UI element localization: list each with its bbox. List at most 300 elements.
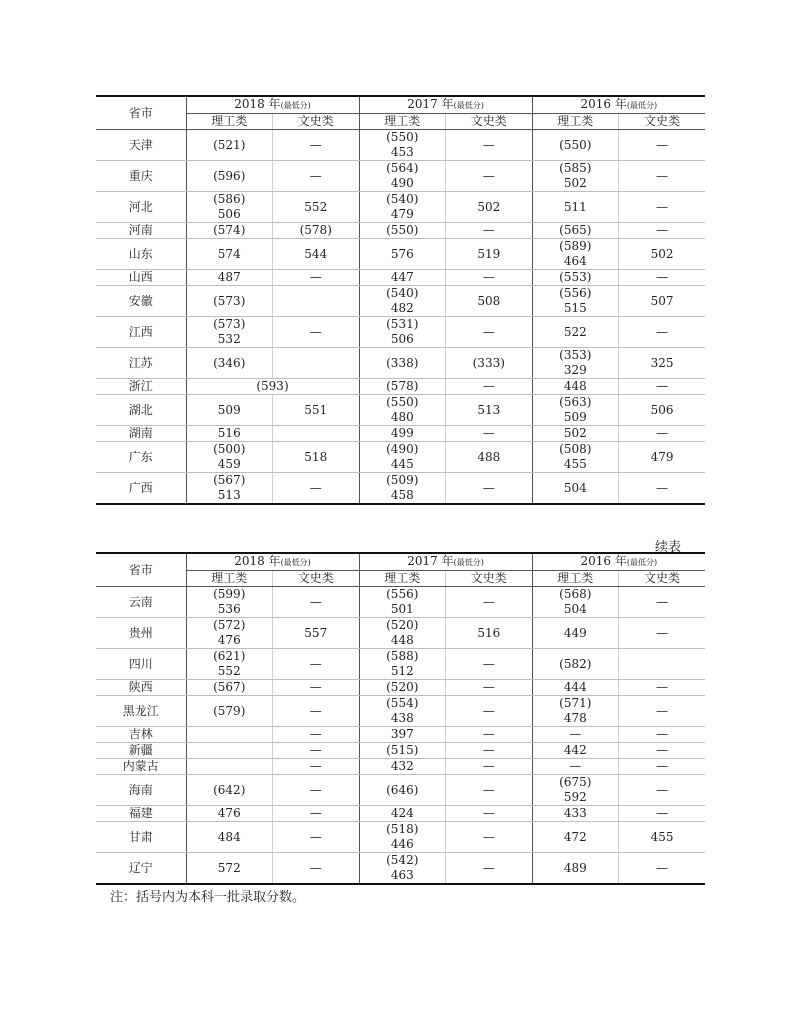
- score-value: 516: [477, 625, 501, 640]
- score-cell: [273, 853, 360, 885]
- score-value: (586): [213, 192, 246, 206]
- score-cell: [619, 442, 706, 473]
- province-cell: 甘肃: [96, 822, 186, 853]
- score-cell: [273, 775, 360, 806]
- score-value: —: [656, 806, 669, 820]
- score-value: 490: [390, 176, 414, 190]
- score-cell: [619, 853, 706, 885]
- score-cell: [532, 618, 619, 649]
- score-value: (621): [213, 649, 246, 663]
- arts-header: 文史类: [446, 114, 533, 130]
- score-value: 518: [304, 449, 328, 464]
- score-value: (567): [213, 473, 246, 487]
- score-cell: [532, 759, 619, 775]
- score-value: —: [309, 860, 322, 875]
- score-value: —: [656, 137, 669, 152]
- score-cell: [532, 348, 619, 379]
- score-cell: [359, 442, 446, 473]
- score-value: 504: [563, 480, 587, 495]
- score-cell: [532, 727, 619, 743]
- score-cell: [532, 696, 619, 727]
- score-value: 509: [217, 402, 241, 417]
- science-header: 理工类: [359, 114, 446, 130]
- score-value: 484: [217, 829, 241, 844]
- score-cell: [446, 395, 533, 426]
- score-value: —: [309, 743, 322, 757]
- province-cell: 湖北: [96, 395, 186, 426]
- score-value: (572): [213, 618, 246, 632]
- score-value: —: [656, 223, 669, 237]
- score-cell: [532, 130, 619, 161]
- score-value: (564): [386, 161, 419, 175]
- score-value: (338): [386, 355, 419, 370]
- score-cell: [273, 192, 360, 223]
- score-value: 522: [563, 324, 587, 339]
- score-cell: [446, 426, 533, 442]
- score-cell: [446, 587, 533, 618]
- score-cell: [186, 161, 273, 192]
- score-value: 511: [563, 199, 587, 214]
- score-cell: [446, 618, 533, 649]
- score-cell: [532, 822, 619, 853]
- score-cell: [532, 192, 619, 223]
- score-cell: [532, 426, 619, 442]
- score-cell: [532, 270, 619, 286]
- score-cell: [619, 348, 706, 379]
- score-value: —: [656, 860, 669, 875]
- score-value: —: [569, 727, 582, 741]
- score-value: —: [482, 829, 495, 844]
- score-cell: [532, 395, 619, 426]
- year-2017-header: 2017 年(最低分): [359, 96, 532, 114]
- score-cell: [186, 426, 273, 442]
- score-cell: [446, 239, 533, 270]
- table-row: [96, 348, 705, 379]
- score-value: —: [309, 656, 322, 671]
- score-value: 464: [563, 254, 587, 268]
- province-header: 省市: [96, 96, 186, 130]
- province-cell: 湖南: [96, 426, 186, 442]
- score-cell: [532, 442, 619, 473]
- province-cell: 重庆: [96, 161, 186, 192]
- score-cell: [359, 853, 446, 885]
- score-cell: [619, 223, 706, 239]
- table-row: [96, 442, 705, 473]
- arts-header: 文史类: [273, 114, 360, 130]
- score-value: 516: [217, 426, 241, 440]
- year-2018-header: 2018 年(最低分): [186, 96, 359, 114]
- score-value: 508: [477, 293, 501, 308]
- arts-header: 文史类: [273, 571, 360, 587]
- score-value: 442: [563, 743, 587, 757]
- score-value: 487: [217, 270, 241, 284]
- score-cell: [532, 743, 619, 759]
- score-value: (588): [386, 649, 419, 663]
- score-value: 446: [390, 837, 414, 851]
- score-value: —: [656, 680, 669, 694]
- score-value: (346): [213, 355, 246, 370]
- score-value: 576: [390, 246, 414, 261]
- score-value: (508): [559, 442, 592, 456]
- score-value: (520): [386, 618, 419, 632]
- score-cell: [359, 727, 446, 743]
- score-value: (573): [213, 293, 246, 308]
- score-value: 480: [390, 410, 414, 424]
- score-cell: [186, 473, 273, 505]
- table-row: [96, 822, 705, 853]
- score-cell: [273, 618, 360, 649]
- score-cell: [273, 743, 360, 759]
- score-value: 489: [563, 860, 587, 875]
- score-value: 501: [390, 602, 414, 616]
- footnote: 注：括号内为本科一批录取分数。: [110, 890, 306, 905]
- score-cell: [273, 239, 360, 270]
- science-header: 理工类: [532, 571, 619, 587]
- score-value: (333): [472, 355, 505, 370]
- score-cell: [446, 286, 533, 317]
- score-value: 536: [217, 602, 241, 616]
- score-cell: [446, 853, 533, 885]
- score-cell: [273, 317, 360, 348]
- score-value: —: [309, 806, 322, 820]
- score-value: 507: [650, 293, 674, 308]
- score-value: (596): [213, 168, 246, 183]
- score-value: —: [309, 703, 322, 718]
- score-cell: [446, 743, 533, 759]
- province-cell: 内蒙古: [96, 759, 186, 775]
- score-cell: [619, 379, 706, 395]
- score-cell: [273, 759, 360, 775]
- table-row: [96, 130, 705, 161]
- table-body-part2: [96, 587, 705, 885]
- score-value: —: [482, 379, 495, 393]
- score-cell: [532, 161, 619, 192]
- score-value: —: [656, 324, 669, 339]
- score-value: 513: [217, 488, 241, 502]
- continued-label: 续表: [655, 540, 682, 555]
- score-cell: [619, 161, 706, 192]
- score-value: (599): [213, 587, 246, 601]
- score-cell: [273, 727, 360, 743]
- table-row: [96, 270, 705, 286]
- score-value: 424: [390, 806, 414, 820]
- score-value: (518): [386, 822, 419, 836]
- score-value: (542): [386, 853, 419, 867]
- score-value: (550): [559, 137, 592, 152]
- table-row: [96, 223, 705, 239]
- score-value: (573): [213, 317, 246, 331]
- score-cell: [619, 696, 706, 727]
- score-value: 499: [390, 426, 414, 440]
- table-row: [96, 286, 705, 317]
- score-value: 472: [563, 829, 587, 844]
- score-cell: [359, 395, 446, 426]
- score-cell: [446, 379, 533, 395]
- table-row: [96, 426, 705, 442]
- arts-header: 文史类: [446, 571, 533, 587]
- score-cell: [186, 130, 273, 161]
- score-value: 532: [217, 332, 241, 346]
- score-cell: [359, 759, 446, 775]
- score-table-part2: [96, 552, 705, 885]
- score-value: —: [482, 223, 495, 237]
- score-value: (567): [213, 680, 246, 694]
- score-value: —: [309, 782, 322, 797]
- table-row: [96, 649, 705, 680]
- score-cell: [619, 727, 706, 743]
- table-row: [96, 192, 705, 223]
- score-cell: [359, 649, 446, 680]
- score-value: —: [482, 680, 495, 694]
- score-cell: [273, 270, 360, 286]
- table-row: [96, 239, 705, 270]
- score-cell: [532, 775, 619, 806]
- province-cell: 云南: [96, 587, 186, 618]
- score-value: (540): [386, 192, 419, 206]
- score-cell: [186, 270, 273, 286]
- score-value: 432: [390, 759, 414, 773]
- score-value: —: [309, 324, 322, 339]
- table-row: [96, 696, 705, 727]
- score-value: (500): [213, 442, 246, 456]
- score-value: —: [309, 759, 322, 773]
- score-value: —: [482, 806, 495, 820]
- score-cell: [186, 239, 273, 270]
- score-cell: [619, 759, 706, 775]
- score-value: —: [482, 480, 495, 495]
- score-value: 444: [563, 680, 587, 694]
- score-cell: [273, 348, 360, 379]
- score-value: —: [656, 703, 669, 718]
- score-cell: [186, 348, 273, 379]
- score-cell: [359, 317, 446, 348]
- province-cell: 山西: [96, 270, 186, 286]
- province-cell: 海南: [96, 775, 186, 806]
- score-cell: [273, 426, 360, 442]
- score-value: —: [656, 759, 669, 773]
- province-cell: 陕西: [96, 680, 186, 696]
- score-cell: [619, 775, 706, 806]
- score-value: 551: [304, 402, 328, 417]
- score-cell: [186, 680, 273, 696]
- score-value: 506: [650, 402, 674, 417]
- year-2018-header: 2018 年(最低分): [186, 553, 359, 571]
- score-value: (556): [386, 587, 419, 601]
- score-value: 476: [217, 633, 241, 647]
- score-value: 502: [650, 246, 674, 261]
- score-cell: [446, 317, 533, 348]
- table-row: [96, 806, 705, 822]
- score-cell: [359, 348, 446, 379]
- score-cell: [273, 442, 360, 473]
- score-value: —: [309, 270, 322, 284]
- score-value: (578): [299, 223, 332, 237]
- score-value: 438: [390, 711, 414, 725]
- score-cell: [186, 317, 273, 348]
- score-cell: [619, 618, 706, 649]
- score-value: 479: [390, 207, 414, 221]
- score-cell: [446, 775, 533, 806]
- score-cell: [359, 822, 446, 853]
- score-cell: [619, 270, 706, 286]
- score-value: 504: [563, 602, 587, 616]
- score-value: —: [309, 168, 322, 183]
- score-value: (646): [386, 782, 419, 797]
- score-cell: [186, 587, 273, 618]
- score-cell: [186, 822, 273, 853]
- arts-header: 文史类: [619, 571, 706, 587]
- score-value: 447: [390, 270, 414, 284]
- score-cell: [532, 587, 619, 618]
- score-value: (521): [213, 137, 246, 152]
- score-value: —: [656, 168, 669, 183]
- arts-header: 文史类: [619, 114, 706, 130]
- score-cell: [273, 161, 360, 192]
- score-value: 459: [217, 457, 241, 471]
- score-value: —: [482, 727, 495, 741]
- score-value: 463: [390, 868, 414, 882]
- score-value: 502: [563, 176, 587, 190]
- score-value: —: [309, 829, 322, 844]
- score-cell: [186, 223, 273, 239]
- score-value: —: [482, 324, 495, 339]
- score-cell: [446, 161, 533, 192]
- province-cell: 安徽: [96, 286, 186, 317]
- science-header: 理工类: [186, 114, 273, 130]
- province-cell: 四川: [96, 649, 186, 680]
- score-value: 478: [563, 711, 587, 725]
- score-cell: [619, 822, 706, 853]
- score-value: (565): [559, 223, 592, 237]
- score-cell: [446, 348, 533, 379]
- year-2016-header: 2016 年(最低分): [532, 553, 705, 571]
- score-cell: [446, 759, 533, 775]
- score-cell: [359, 270, 446, 286]
- score-value: (571): [559, 696, 592, 710]
- province-cell: 贵州: [96, 618, 186, 649]
- score-value: —: [569, 759, 582, 773]
- score-value: 445: [390, 457, 414, 471]
- table-row: [96, 680, 705, 696]
- table-row: [96, 618, 705, 649]
- score-cell-merged: (593): [186, 379, 359, 395]
- score-value: (582): [559, 656, 592, 671]
- table-row: [96, 587, 705, 618]
- score-cell: [532, 680, 619, 696]
- score-value: (550): [386, 130, 419, 144]
- score-cell: [532, 806, 619, 822]
- score-value: 552: [217, 664, 241, 678]
- score-cell: [273, 473, 360, 505]
- score-table-part1: [96, 95, 705, 505]
- score-value: 476: [217, 806, 241, 820]
- score-cell: [619, 587, 706, 618]
- score-value: 506: [390, 332, 414, 346]
- science-header: 理工类: [186, 571, 273, 587]
- score-cell: [359, 806, 446, 822]
- score-cell: [186, 618, 273, 649]
- score-value: —: [656, 426, 669, 440]
- score-value: (574): [213, 223, 246, 237]
- score-cell: [446, 442, 533, 473]
- score-cell: [359, 696, 446, 727]
- score-value: —: [482, 743, 495, 757]
- score-cell: [359, 473, 446, 505]
- score-cell: [532, 379, 619, 395]
- score-value: —: [482, 860, 495, 875]
- score-value: 572: [217, 860, 241, 875]
- score-cell: [446, 727, 533, 743]
- score-cell: [446, 680, 533, 696]
- score-value: (579): [213, 703, 246, 718]
- score-value: (642): [213, 782, 246, 797]
- score-value: —: [482, 782, 495, 797]
- province-cell: 河南: [96, 223, 186, 239]
- score-value: —: [482, 656, 495, 671]
- table-row: [96, 395, 705, 426]
- score-cell: [273, 395, 360, 426]
- score-value: 512: [390, 664, 414, 678]
- province-cell: 天津: [96, 130, 186, 161]
- score-value: (520): [386, 680, 419, 694]
- score-value: (540): [386, 286, 419, 300]
- score-value: —: [482, 594, 495, 609]
- score-value: 574: [217, 246, 241, 261]
- score-value: —: [656, 480, 669, 495]
- score-value: —: [482, 703, 495, 718]
- score-cell: [619, 286, 706, 317]
- table-row: [96, 775, 705, 806]
- score-cell: [359, 379, 446, 395]
- score-value: 506: [217, 207, 241, 221]
- score-value: (578): [386, 379, 419, 393]
- score-cell: [359, 161, 446, 192]
- score-value: —: [482, 168, 495, 183]
- score-value: —: [656, 782, 669, 797]
- score-value: —: [482, 759, 495, 773]
- score-cell: [186, 759, 273, 775]
- score-cell: [186, 442, 273, 473]
- score-value: —: [656, 199, 669, 214]
- province-cell: 山东: [96, 239, 186, 270]
- score-cell: [446, 223, 533, 239]
- score-cell: [186, 696, 273, 727]
- score-cell: [532, 649, 619, 680]
- score-cell: [359, 192, 446, 223]
- table-row: [96, 473, 705, 505]
- score-value: —: [482, 137, 495, 152]
- score-value: 397: [390, 727, 414, 741]
- score-cell: [186, 286, 273, 317]
- score-cell: [186, 395, 273, 426]
- province-cell: 广西: [96, 473, 186, 505]
- score-cell: [446, 822, 533, 853]
- score-cell: [619, 395, 706, 426]
- score-value: —: [482, 426, 495, 440]
- score-value: 502: [563, 426, 587, 440]
- province-cell: 吉林: [96, 727, 186, 743]
- province-cell: 新疆: [96, 743, 186, 759]
- table-body-part1: [96, 130, 705, 505]
- score-value: —: [656, 625, 669, 640]
- score-cell: [619, 473, 706, 505]
- table-row: [96, 743, 705, 759]
- score-value: (509): [386, 473, 419, 487]
- year-2016-header: 2016 年(最低分): [532, 96, 705, 114]
- score-value: —: [656, 379, 669, 393]
- score-cell: [619, 426, 706, 442]
- score-value: 448: [563, 379, 587, 393]
